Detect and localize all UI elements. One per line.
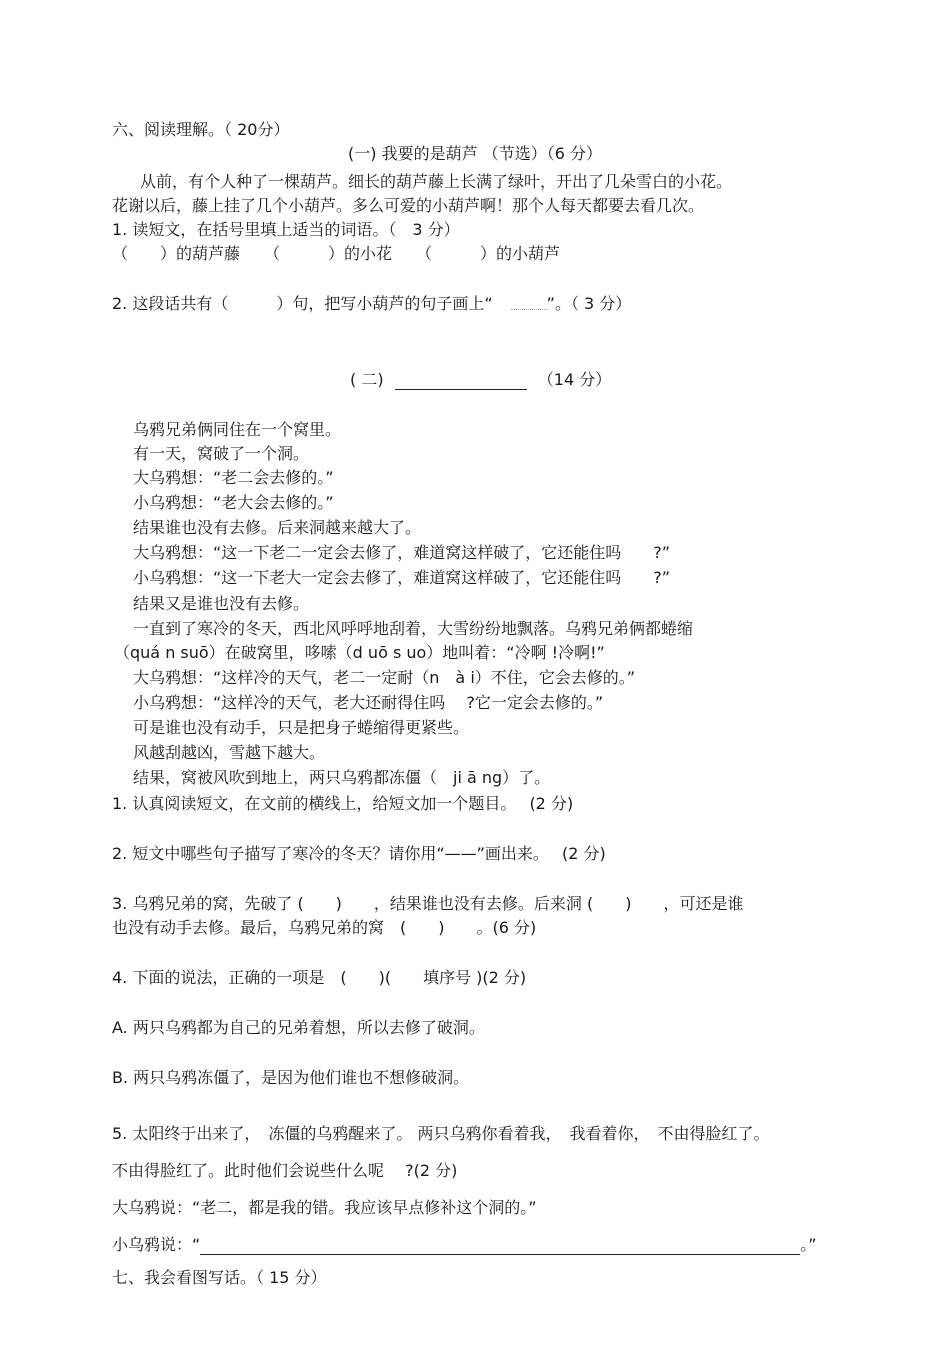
big-crow-answer: 大乌鸦说：“老二，都是我的错。我应该早点修补这个洞的。” bbox=[112, 1198, 537, 1217]
sub-question3-line2: 也没有动手去修。最后，乌鸦兄弟的窝 ( ) 。(6 分) bbox=[112, 918, 537, 937]
story-line: 乌鸦兄弟俩同住在一个窝里。 bbox=[133, 420, 342, 439]
story-line: 结果又是谁也没有去修。 bbox=[133, 594, 310, 613]
passage1-line2: 花谢以后，藤上挂了几个小葫芦。多么可爱的小葫芦啊！那个人每天都要去看几次。 bbox=[112, 196, 705, 215]
story-line: 结果谁也没有去修。后来洞越来越大了。 bbox=[133, 518, 422, 537]
section6-title: 六、阅读理解。（ 20分） bbox=[112, 120, 290, 139]
passage1-line1: 从前，有个人种了一棵葫芦。细长的葫芦藤上长满了绿叶，开出了几朵雪白的小花。 bbox=[140, 172, 733, 191]
story-line: （quá n suō）在破窝里，哆嗦（d uō s uo）地叫着：“冷啊 !冷啊!” bbox=[114, 643, 605, 662]
passage1-title: (一) 我要的是葫芦 （节选）（6 分） bbox=[348, 144, 602, 163]
sub-question5-line2: 不由得脸红了。此时他们会说些什么呢 ?(2 分) bbox=[112, 1161, 458, 1180]
option-b: B. 两只乌鸦冻僵了，是因为他们谁也不想修破洞。 bbox=[112, 1068, 470, 1087]
sub-question4: 4. 下面的说法，正确的一项是 ( )( 填序号 )(2 分) bbox=[112, 968, 527, 987]
story-line: 大乌鸦想：“这一下老二一定会去修了，难道窝这样破了，它还能住吗 ?” bbox=[133, 543, 671, 562]
story-line: 小乌鸦想：“老大会去修的。” bbox=[133, 493, 334, 512]
sub-question2: 2. 短文中哪些句子描写了寒冷的冬天？请你用“——”画出来。 (2 分) bbox=[112, 844, 606, 863]
question2-end: ”。（ 3 分） bbox=[546, 294, 632, 313]
sub-question5-line1: 5. 太阳终于出来了， 冻僵的乌鸦醒来了。 两只乌鸦你看着我， 我看着你， 不由得脸红了。 bbox=[112, 1124, 770, 1143]
title-blank-line[interactable] bbox=[395, 373, 527, 390]
question2-text: 2. 这段话共有（ ）句，把写小葫芦的句子画上“ bbox=[112, 294, 493, 313]
question1-blanks: （ ）的葫芦藤 （ ）的小花 （ ）的小葫芦 bbox=[112, 244, 561, 263]
small-crow-answer bbox=[112, 1235, 817, 1255]
small-crow-label: 小乌鸦说：“ bbox=[112, 1235, 201, 1254]
story-line: 结果，窝被风吹到地上，两只乌鸦都冻僵（ ji ā ng）了。 bbox=[133, 768, 551, 787]
story-line: 可是谁也没有动手，只是把身子蜷缩得更紧些。 bbox=[133, 718, 470, 737]
story-line: 有一天，窝破了一个洞。 bbox=[133, 444, 310, 463]
story-line: 大乌鸦想：“这样冷的天气，老二一定耐（n à i）不住，它会去修的。” bbox=[133, 668, 636, 687]
story-line: 小乌鸦想：“这样冷的天气，老大还耐得住吗 ?它一定会去修的。” bbox=[133, 693, 604, 712]
question2 bbox=[112, 294, 631, 314]
question1: 1. 读短文，在括号里填上适当的词语。（ 3 分） bbox=[112, 220, 460, 239]
small-crow-end: 。” bbox=[800, 1235, 817, 1254]
story-line: 一直到了寒冷的冬天，西北风呼呼地刮着，大雪纷纷地飘落。乌鸦兄弟俩都蜷缩 bbox=[133, 619, 694, 638]
sub-question1: 1. 认真阅读短文，在文前的横线上，给短文加一个题目。 (2 分) bbox=[112, 794, 574, 813]
option-a: A. 两只乌鸦都为自己的兄弟着想，所以去修了破洞。 bbox=[112, 1018, 485, 1037]
story-line: 小乌鸦想：“这一下老大一定会去修了，难道窝这样破了，它还能住吗 ?” bbox=[133, 568, 671, 587]
story-line: 大乌鸦想：“老二会去修的。” bbox=[133, 468, 334, 487]
passage2-score: （14 分） bbox=[537, 370, 612, 389]
passage2-title bbox=[350, 370, 611, 390]
sub-question3-line1: 3. 乌鸦兄弟的窝，先破了 ( ) ，结果谁也没有去修。后来洞 ( ) ，可还是谁 bbox=[112, 894, 744, 913]
wavy-underline-sample bbox=[511, 299, 547, 310]
story-line: 风越刮越凶，雪越下越大。 bbox=[133, 743, 326, 762]
small-crow-answer-line[interactable] bbox=[200, 1238, 800, 1255]
section7-title: 七、我会看图写话。（ 15 分） bbox=[112, 1268, 327, 1287]
passage2-number: ( 二) bbox=[350, 370, 384, 389]
